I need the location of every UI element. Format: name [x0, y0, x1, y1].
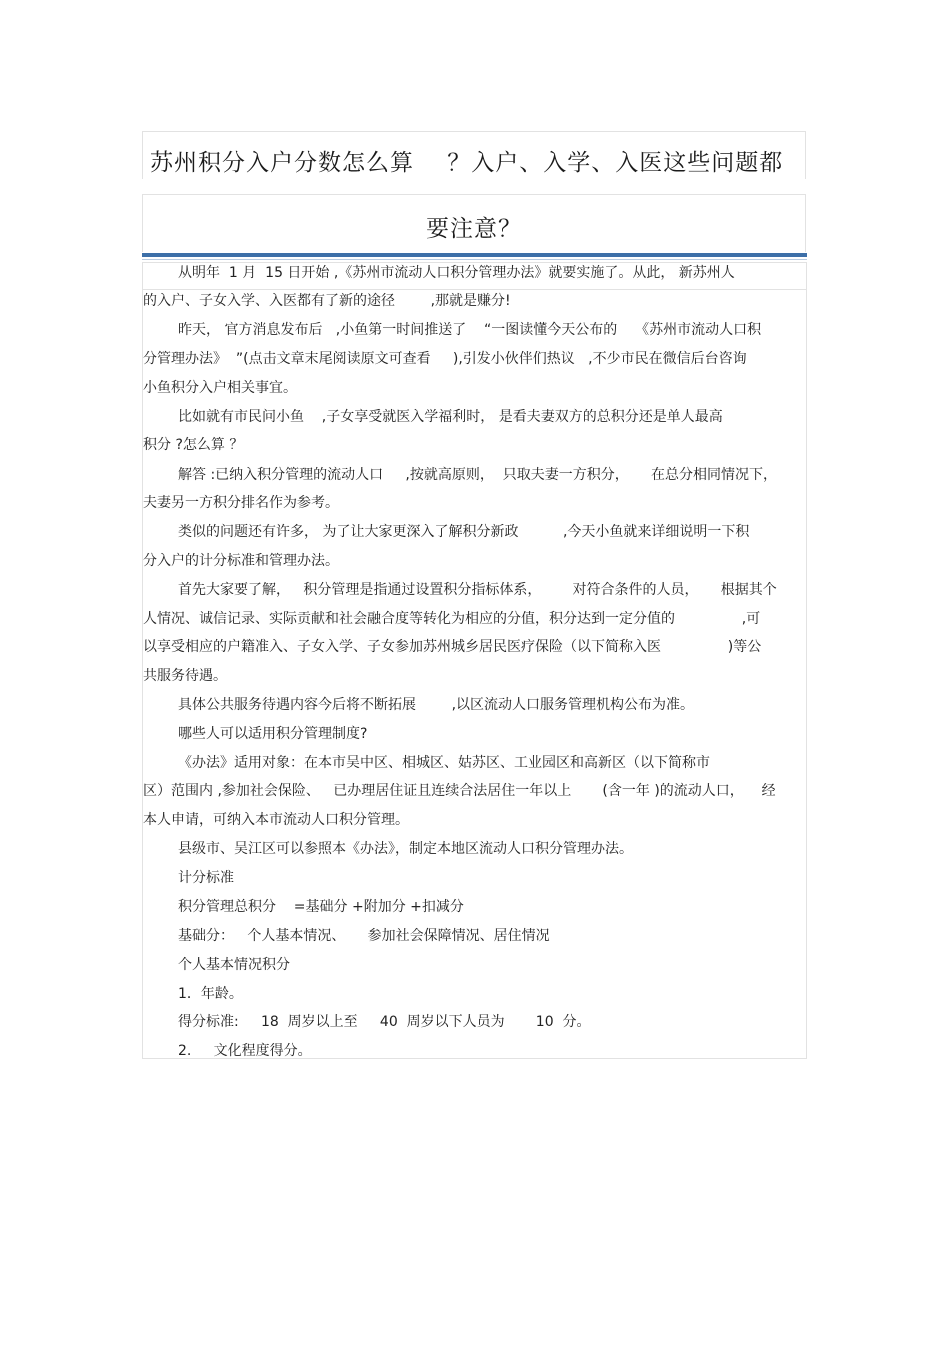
- article-title-line-2: 要注意？: [426, 216, 522, 242]
- body-line: 昨天， 官方消息发布后 ,小鱼第一时间推送了 “一图读懂今天公布的 《苏州市流动人口积: [178, 322, 762, 338]
- body-line: 得分标准: 18 周岁以上至 40 周岁以下人员为 10 分。: [178, 1014, 591, 1030]
- body-line: 类似的问题还有许多， 为了让大家更深入了解积分新政 ,今天小鱼就来详细说明一下积: [178, 524, 750, 540]
- body-line: 哪些人可以适用积分管理制度?: [178, 726, 368, 742]
- body-line: 人情况、诚信记录、实际贡献和社会融合度等转化为相应的分值，积分达到一定分值的 ,可: [143, 611, 761, 627]
- body-line: 以享受相应的户籍准入、子女入学、子女参加苏州城乡居民医疗保险（以下简称入医 )等公: [143, 639, 762, 655]
- body-line: 分入户的计分标准和管理办法。: [143, 553, 339, 569]
- title-underline-thin: [142, 259, 807, 260]
- body-line: 个人基本情况积分: [178, 957, 290, 973]
- body-line: 夫妻另一方积分排名作为参考。: [143, 495, 339, 511]
- list-item: 1．年龄。: [178, 986, 243, 1002]
- body-line: 积分管理总积分 =基础分 +附加分 +扣减分: [178, 899, 464, 915]
- body-line: 区）范围内 ,参加社会保险、 已办理居住证且连续合法居住一年以上 (含一年 )的流动人口， 经: [143, 783, 776, 799]
- body-line: 具体公共服务待遇内容今后将不断拓展 ,以区流动人口服务管理机构公布为准。: [178, 697, 695, 713]
- body-line: 本人申请，可纳入本市流动人口积分管理。: [143, 812, 409, 828]
- body-line: 县级市、吴江区可以参照本《办法》，制定本地区流动人口积分管理办法。: [178, 841, 633, 857]
- title-underline: [142, 253, 807, 257]
- body-line: 《办法》适用对象：在本市吴中区、相城区、姑苏区、工业园区和高新区（以下简称市: [178, 755, 710, 771]
- body-line: 比如就有市民问小鱼 ,子女享受就医入学福利时， 是看夫妻双方的总积分还是单人最高: [178, 409, 723, 425]
- body-line: 的入户、子女入学、入医都有了新的途径 ,那就是赚分!: [143, 293, 511, 309]
- body-line: 共服务待遇。: [143, 668, 227, 684]
- body-line: 积分 ?怎么算 ？: [143, 437, 244, 453]
- first-line-divider: [142, 289, 807, 290]
- section-heading: 计分标准: [178, 870, 234, 886]
- body-line: 基础分： 个人基本情况、 参加社会保障情况、居住情况: [178, 928, 550, 944]
- body-line: 小鱼积分入户相关事宜。: [143, 380, 297, 396]
- article-title-line-1: 苏州积分入户分数怎么算 ？入户、入学、入医这些问题都: [150, 150, 784, 176]
- body-line: 从明年 1 月 15 日开始 ,《苏州市流动人口积分管理办法》就要实施了。从此， 新苏州人: [178, 265, 735, 281]
- list-item: 2. 文化程度得分。: [178, 1043, 312, 1059]
- body-line: 分管理办法》 ”(点击文章末尾阅读原文可查看 ),引发小伙伴们热议 ,不少市民在微信后台咨询: [143, 351, 747, 367]
- body-line: 首先大家要了解， 积分管理是指通过设置积分指标体系， 对符合条件的人员， 根据其个: [178, 582, 777, 598]
- body-line: 解答 :已纳入积分管理的流动人口 ,按就高原则， 只取夫妻一方积分， 在总分相同情况下，: [178, 467, 778, 483]
